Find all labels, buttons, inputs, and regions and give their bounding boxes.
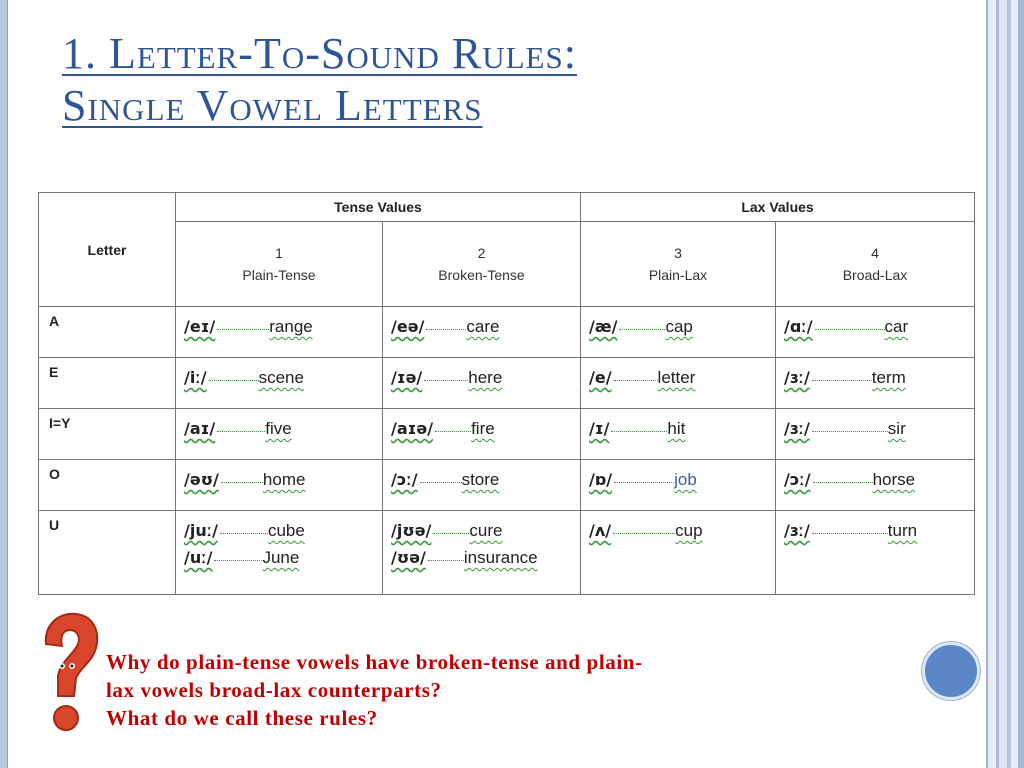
example-word: range <box>269 317 313 336</box>
example-word: store <box>461 470 500 489</box>
sound-cell <box>176 460 383 511</box>
sound-entry <box>784 419 974 446</box>
spacer-line <box>614 482 674 483</box>
spacer-line <box>613 533 675 534</box>
sound-entry <box>391 419 580 446</box>
question-line-3: What do we call these rules? <box>106 706 378 730</box>
lax-values-header: Lax Values <box>581 193 975 222</box>
spacer-line <box>217 431 265 432</box>
sound-entry <box>784 368 974 395</box>
column-name: Broad-Lax <box>842 267 908 283</box>
sound-cell <box>581 358 776 409</box>
column-header-2 <box>383 222 581 307</box>
example-word: home <box>262 470 306 489</box>
sound-cell <box>176 307 383 358</box>
sound-cell <box>383 358 581 409</box>
question-line-1: Why do plain-tense vowels have broken-tense and plain- <box>106 650 643 674</box>
sound-cell <box>176 409 383 460</box>
example-word: cup <box>675 521 703 540</box>
sound-entry <box>784 470 974 497</box>
column-number: 1 <box>275 245 283 261</box>
slide-title <box>62 28 962 132</box>
spacer-line <box>815 329 885 330</box>
table-row <box>39 358 975 409</box>
ipa-symbol: /ʊə/ <box>391 548 426 567</box>
title-line-2: Single Vowel Letters <box>62 81 483 130</box>
sound-entry <box>589 368 775 395</box>
discussion-question <box>106 648 946 732</box>
letter-column-header: Letter <box>39 193 176 307</box>
example-word: cure <box>469 521 503 540</box>
example-word: cube <box>267 521 305 540</box>
ipa-symbol: /ɜː/ <box>784 419 810 438</box>
ipa-symbol: /ɑː/ <box>784 317 813 336</box>
sound-entry <box>391 548 580 575</box>
column-header-3 <box>581 222 776 307</box>
example-word: cap <box>665 317 693 336</box>
decorative-blue-circle <box>922 642 980 700</box>
spacer-line <box>209 380 259 381</box>
letter-cell: E <box>39 358 176 409</box>
ipa-symbol: /ɔː/ <box>784 470 811 489</box>
spacer-line <box>420 482 462 483</box>
vowel-rules-table <box>38 192 975 595</box>
spacer-line <box>428 560 464 561</box>
ipa-symbol: /ɒ/ <box>589 470 613 489</box>
red-question-mark-icon <box>36 610 102 740</box>
ipa-symbol: /juː/ <box>184 521 218 540</box>
example-word: five <box>265 419 292 438</box>
example-word: insurance <box>463 548 538 567</box>
column-number: 2 <box>477 245 486 261</box>
sound-entry <box>784 317 974 344</box>
sound-cell <box>776 460 975 511</box>
sound-entry <box>184 548 382 575</box>
left-frame-border <box>0 0 8 768</box>
column-number: 3 <box>674 245 682 261</box>
column-name: Broken-Tense <box>438 267 525 283</box>
sound-cell <box>776 307 975 358</box>
column-header-4 <box>776 222 975 307</box>
column-name: Plain-Tense <box>242 267 316 283</box>
sound-cell <box>581 460 776 511</box>
spacer-line <box>214 560 262 561</box>
sound-cell <box>176 358 383 409</box>
sound-entry <box>184 368 382 395</box>
question-line-2: lax vowels broad-lax counterparts? <box>106 678 442 702</box>
sound-entry <box>391 368 580 395</box>
example-word: fire <box>471 419 495 438</box>
table-row <box>39 460 975 511</box>
sound-cell <box>383 460 581 511</box>
spacer-line <box>217 329 269 330</box>
example-word: June <box>262 548 300 567</box>
example-word: turn <box>887 521 918 540</box>
sound-entry <box>589 419 775 446</box>
ipa-symbol: /ɔː/ <box>391 470 418 489</box>
ipa-symbol: /ɜː/ <box>784 368 810 387</box>
sound-entry <box>184 419 382 446</box>
right-frame-border <box>978 0 1024 768</box>
ipa-symbol: /iː/ <box>184 368 207 387</box>
sound-cell <box>581 409 776 460</box>
sound-entry <box>184 317 382 344</box>
example-word: hit <box>667 419 686 438</box>
example-word: term <box>871 368 906 387</box>
example-word: care <box>466 317 500 336</box>
ipa-symbol: /əʊ/ <box>184 470 219 489</box>
sound-cell <box>776 358 975 409</box>
spacer-line <box>435 431 471 432</box>
table-row <box>39 307 975 358</box>
sound-cell <box>383 511 581 595</box>
table-row <box>39 409 975 460</box>
ipa-symbol: /eə/ <box>391 317 425 336</box>
sound-entry <box>589 521 775 548</box>
ipa-symbol: /ɪ/ <box>589 419 610 438</box>
spacer-line <box>220 533 268 534</box>
sound-cell <box>776 511 975 595</box>
ipa-symbol: /aɪ/ <box>184 419 216 438</box>
letter-cell: U <box>39 511 176 595</box>
sound-entry <box>184 521 382 548</box>
example-word: horse <box>872 470 916 489</box>
column-number: 4 <box>871 245 879 261</box>
spacer-line <box>426 329 466 330</box>
table-row <box>39 511 975 595</box>
sound-entry <box>391 317 580 344</box>
example-word: sir <box>887 419 906 438</box>
spacer-line <box>812 533 888 534</box>
ipa-symbol: /ɜː/ <box>784 521 810 540</box>
sound-cell <box>581 307 776 358</box>
example-word: job <box>674 470 697 489</box>
title-line-1: 1. Letter-To-Sound Rules: <box>62 29 577 78</box>
vowel-rules-table-container <box>38 192 974 599</box>
spacer-line <box>812 431 888 432</box>
example-word: scene <box>258 368 304 387</box>
ipa-symbol: /ɪə/ <box>391 368 423 387</box>
ipa-symbol: /aɪə/ <box>391 419 434 438</box>
example-word: here <box>468 368 503 387</box>
spacer-line <box>813 482 873 483</box>
spacer-line <box>619 329 665 330</box>
letter-cell: I=Y <box>39 409 176 460</box>
sound-entry <box>784 521 974 548</box>
sound-cell <box>176 511 383 595</box>
sound-cell <box>581 511 776 595</box>
spacer-line <box>614 380 658 381</box>
sound-entry <box>391 521 580 548</box>
ipa-symbol: /eɪ/ <box>184 317 216 336</box>
example-word: letter <box>657 368 696 387</box>
spacer-line <box>221 482 263 483</box>
letter-cell: O <box>39 460 176 511</box>
example-word: car <box>884 317 909 336</box>
column-header-1 <box>176 222 383 307</box>
sound-entry <box>589 470 775 497</box>
spacer-line <box>433 533 469 534</box>
ipa-symbol: /uː/ <box>184 548 213 567</box>
sound-entry <box>391 470 580 497</box>
ipa-symbol: /ʌ/ <box>589 521 612 540</box>
ipa-symbol: /e/ <box>589 368 612 387</box>
sound-entry <box>589 317 775 344</box>
sound-cell <box>383 409 581 460</box>
letter-cell: A <box>39 307 176 358</box>
ipa-symbol: /jʊə/ <box>391 521 432 540</box>
sound-cell <box>776 409 975 460</box>
spacer-line <box>611 431 667 432</box>
ipa-symbol: /æ/ <box>589 317 618 336</box>
tense-values-header: Tense Values <box>176 193 581 222</box>
column-name: Plain-Lax <box>648 267 708 283</box>
sound-cell <box>383 307 581 358</box>
spacer-line <box>812 380 872 381</box>
spacer-line <box>424 380 468 381</box>
sound-entry <box>184 470 382 497</box>
